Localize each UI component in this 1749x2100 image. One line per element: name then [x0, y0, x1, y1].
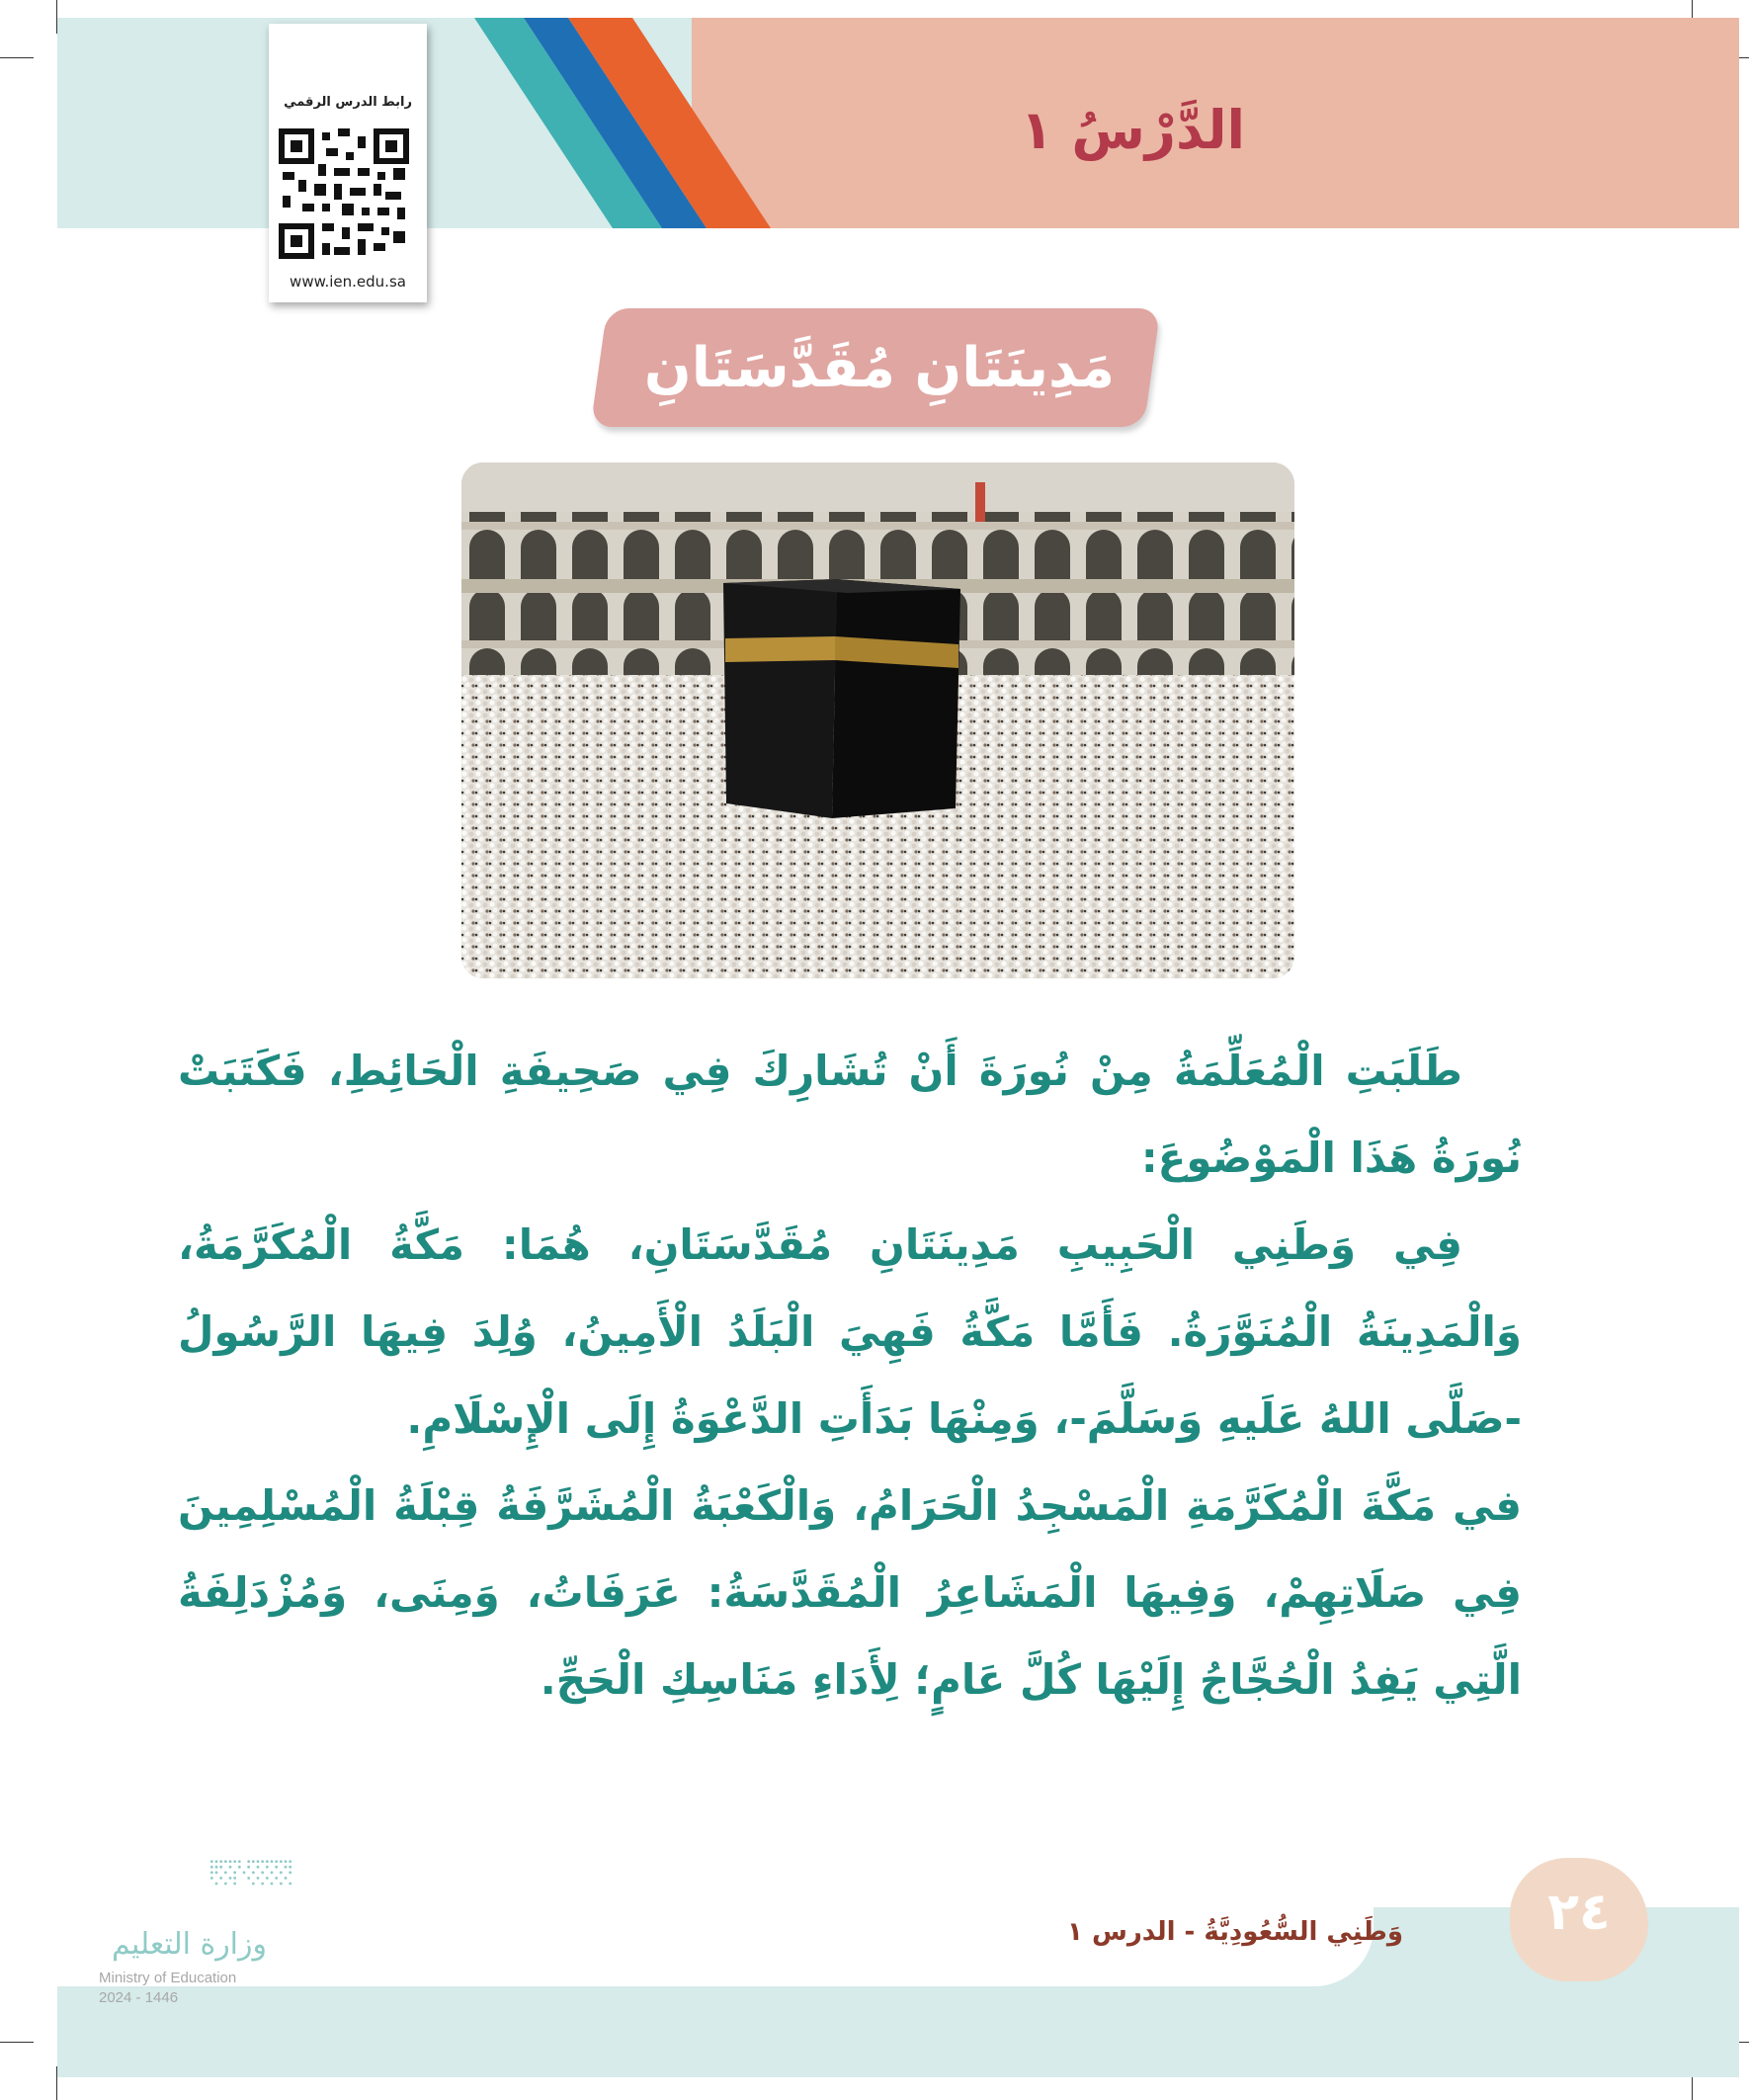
qr-url[interactable]: www.ien.edu.sa — [290, 273, 406, 291]
qr-code-icon[interactable] — [279, 128, 409, 259]
ministry-year: 2024 - 1446 — [99, 1989, 179, 2006]
paragraph-holy-sites: في مَكَّةَ الْمُكَرَّمَةِ الْمَسْجِدُ الْحَرَامُ، وَالْكَعْبَةُ الْمُشَرَّفَةُ قِبْلَةُ الْمُسْلِمِينَ فِي صَلَاتِهِمْ، وَفِيهَا الْمَشَاعِرُ الْمُقَدَّسَةُ: عَرَفَاتُ، وَمِنَى، وَمُزْدَلِفَةُ الَّتِي يَفِدُ الْحُجَّاجُ إِلَيْهَا كُلَّ عَامٍ؛ لِأَدَاءِ مَنَاسِكِ الْحَجِّ. — [178, 1481, 1522, 1704]
section-title: مَدِينَتَانِ مُقَدَّسَتَانِ — [643, 336, 1116, 400]
kaaba-photo — [461, 462, 1294, 978]
crop-mark — [0, 2042, 34, 2043]
lesson-body — [178, 1028, 1522, 1723]
lesson-title: الدَّرْسُ ١ — [1020, 99, 1245, 161]
paragraph-intro: طَلَبَتِ الْمُعَلِّمَةُ مِنْ نُورَةَ أَنْ تُشَارِكَ فِي صَحِيفَةِ الْحَائِطِ، فَكَتَبَتْ نُورَةُ هَذَا الْمَوْضُوعَ: — [178, 1047, 1522, 1182]
header-stripes — [474, 18, 771, 228]
page-number: ٢٤ — [1547, 1883, 1611, 1942]
ministry-name-ar: وزارة التعليم — [111, 1927, 267, 1962]
crop-mark — [0, 57, 34, 58]
ministry-logo-icon — [99, 1856, 375, 1925]
footer-book-title: وَطَنِي السُّعُودِيَّةُ - الدرس ١ — [1067, 1917, 1403, 1947]
kaaba-photo-icon — [461, 462, 1294, 978]
qr-card[interactable] — [269, 24, 427, 302]
ministry-name-en: Ministry of Education — [99, 1970, 237, 1986]
paragraph-makkah: فِي وَطَنِي الْحَبِيبِ مَدِينَتَانِ مُقَدَّسَتَانِ، هُمَا: مَكَّةُ الْمُكَرَّمَةُ، وَالْمَدِينَةُ الْمُنَوَّرَةُ. فَأَمَّا مَكَّةُ فَهِيَ الْبَلَدُ الْأَمِينُ، وُلِدَ فِيهَا الرَّسُولُ -صَلَّى اللهُ عَلَيهِ وَسَلَّمَ-، وَمِنْهَا بَدَأَتِ الدَّعْوَةُ إِلَى الْإِسْلَامِ. — [178, 1220, 1522, 1443]
qr-caption: رابط الدرس الرقمي — [284, 95, 412, 110]
